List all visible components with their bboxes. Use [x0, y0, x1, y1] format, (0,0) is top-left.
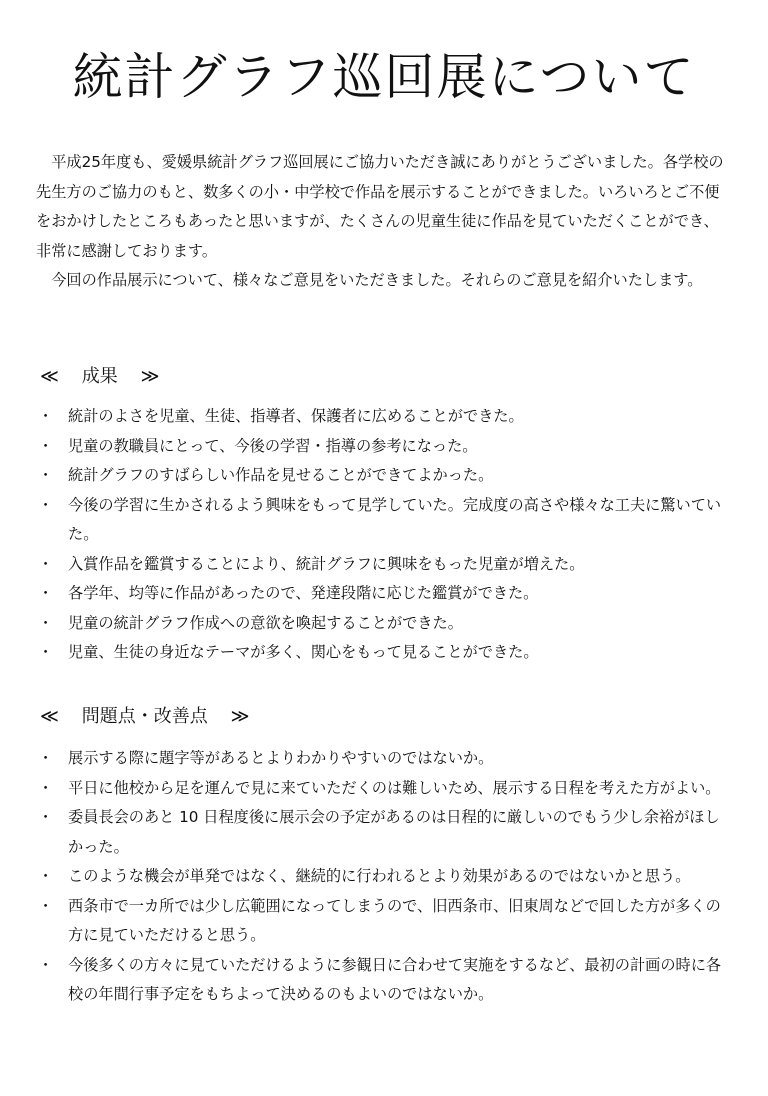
open-bracket: ≪: [40, 706, 59, 727]
list-item-text: 各学年、均等に作品があったので、発達段階に応じた鑑賞ができた。: [68, 584, 539, 602]
open-bracket: ≪: [40, 366, 59, 387]
bullet-icon: ・: [38, 955, 54, 974]
bullet-icon: ・: [38, 808, 54, 826]
list-item-text: 児童、生徒の身近なテーマが多く、関心をもって見ることができた。: [68, 643, 539, 661]
list-item-text: 児童の教職員にとって、今後の学習・指導の参考になった。: [68, 436, 478, 455]
bullet-icon: ・: [38, 896, 54, 915]
issues-heading: [40, 702, 730, 732]
page-title: 統計グラフ巡回展について: [72, 48, 696, 106]
results-heading-text: 成果: [81, 366, 118, 387]
list-item: [36, 892, 726, 951]
list-item-text: 今後多くの方々に見ていただけるように参観日に合わせて実施をするなど、最初の計画の時に各校の年間行事予定をもちよって決めるのもよいのではないか。: [68, 955, 722, 1003]
list-item-text: 入賞作品を鑑賞することにより、統計グラフに興味をもった児童が増えた。: [68, 554, 585, 573]
list-item-text: 統計グラフのすばらしい作品を見せることができてよかった。: [68, 466, 494, 484]
bullet-icon: ・: [38, 436, 54, 455]
close-bracket: ≫: [140, 366, 160, 387]
list-item: [36, 744, 726, 774]
list-item: [36, 774, 726, 804]
intro-paragraph: 今回の作品展示について、様々なご意見をいただきました。それらのご意見を紹介いたします。: [51, 271, 703, 289]
list-item: [36, 803, 726, 862]
issues-list: [36, 744, 726, 1010]
list-item: [36, 951, 726, 1010]
list-item-text: 平日に他校から足を運んで見に来ていただくのは難しいため、展示する日程を考えた方がよい。: [68, 778, 721, 797]
bullet-icon: ・: [38, 643, 54, 661]
list-item: [36, 491, 726, 550]
bullet-icon: ・: [38, 407, 54, 425]
list-item: [36, 550, 726, 580]
list-item-text: 委員長会のあと 10 日程度後に展示会の予定があるのは日程的に厳しいのでもう少し余裕がほしかった。: [68, 808, 720, 856]
intro-paragraph: 平成25年度も、愛媛県統計グラフ巡回展にご協力いただき誠にありがとうございました。各学校の先生方のご協力のもと、数多くの小・中学校で作品を展示することができました。いろいろとご不便をおかけしたところもあったと思いますが、たくさんの児童生徒に作品を見ていただくことができ、非常に感謝しております。: [36, 153, 724, 260]
issues-heading-text: 問題点・改善点: [81, 706, 208, 727]
bullet-icon: ・: [38, 495, 54, 514]
bullet-icon: ・: [38, 778, 54, 797]
bullet-icon: ・: [38, 613, 54, 632]
list-item-text: このような機会が単発ではなく、継続的に行われるとより効果があるのではないかと思う。: [68, 867, 691, 885]
bullet-icon: ・: [38, 749, 54, 767]
list-item-text: 統計のよさを児童、生徒、指導者、保護者に広めることができた。: [68, 407, 524, 425]
list-item-text: 今後の学習に生かされるよう興味をもって見学していた。完成度の高さや様々な工夫に驚いていた。: [68, 495, 722, 543]
bullet-icon: ・: [38, 867, 54, 885]
list-item: [36, 862, 726, 892]
list-item-text: 展示する際に題字等があるとよりわかりやすいのではないか。: [68, 749, 494, 767]
list-item: [36, 402, 726, 432]
close-bracket: ≫: [230, 706, 250, 727]
list-item: [36, 638, 726, 668]
list-item-text: 児童の統計グラフ作成への意欲を喚起することができた。: [68, 613, 463, 632]
list-item: [36, 579, 726, 609]
results-list: [36, 402, 726, 668]
bullet-icon: ・: [38, 584, 54, 602]
results-heading: [40, 362, 730, 392]
list-item: [36, 432, 726, 462]
bullet-icon: ・: [38, 466, 54, 484]
list-item: [36, 461, 726, 491]
intro-text: [36, 148, 726, 296]
list-item-text: 西条市で一カ所では少し広範囲になってしまうので、旧西条市、旧東周などで回した方が多くの方に見ていただけると思う。: [68, 896, 721, 944]
list-item: [36, 609, 726, 639]
bullet-icon: ・: [38, 554, 54, 573]
